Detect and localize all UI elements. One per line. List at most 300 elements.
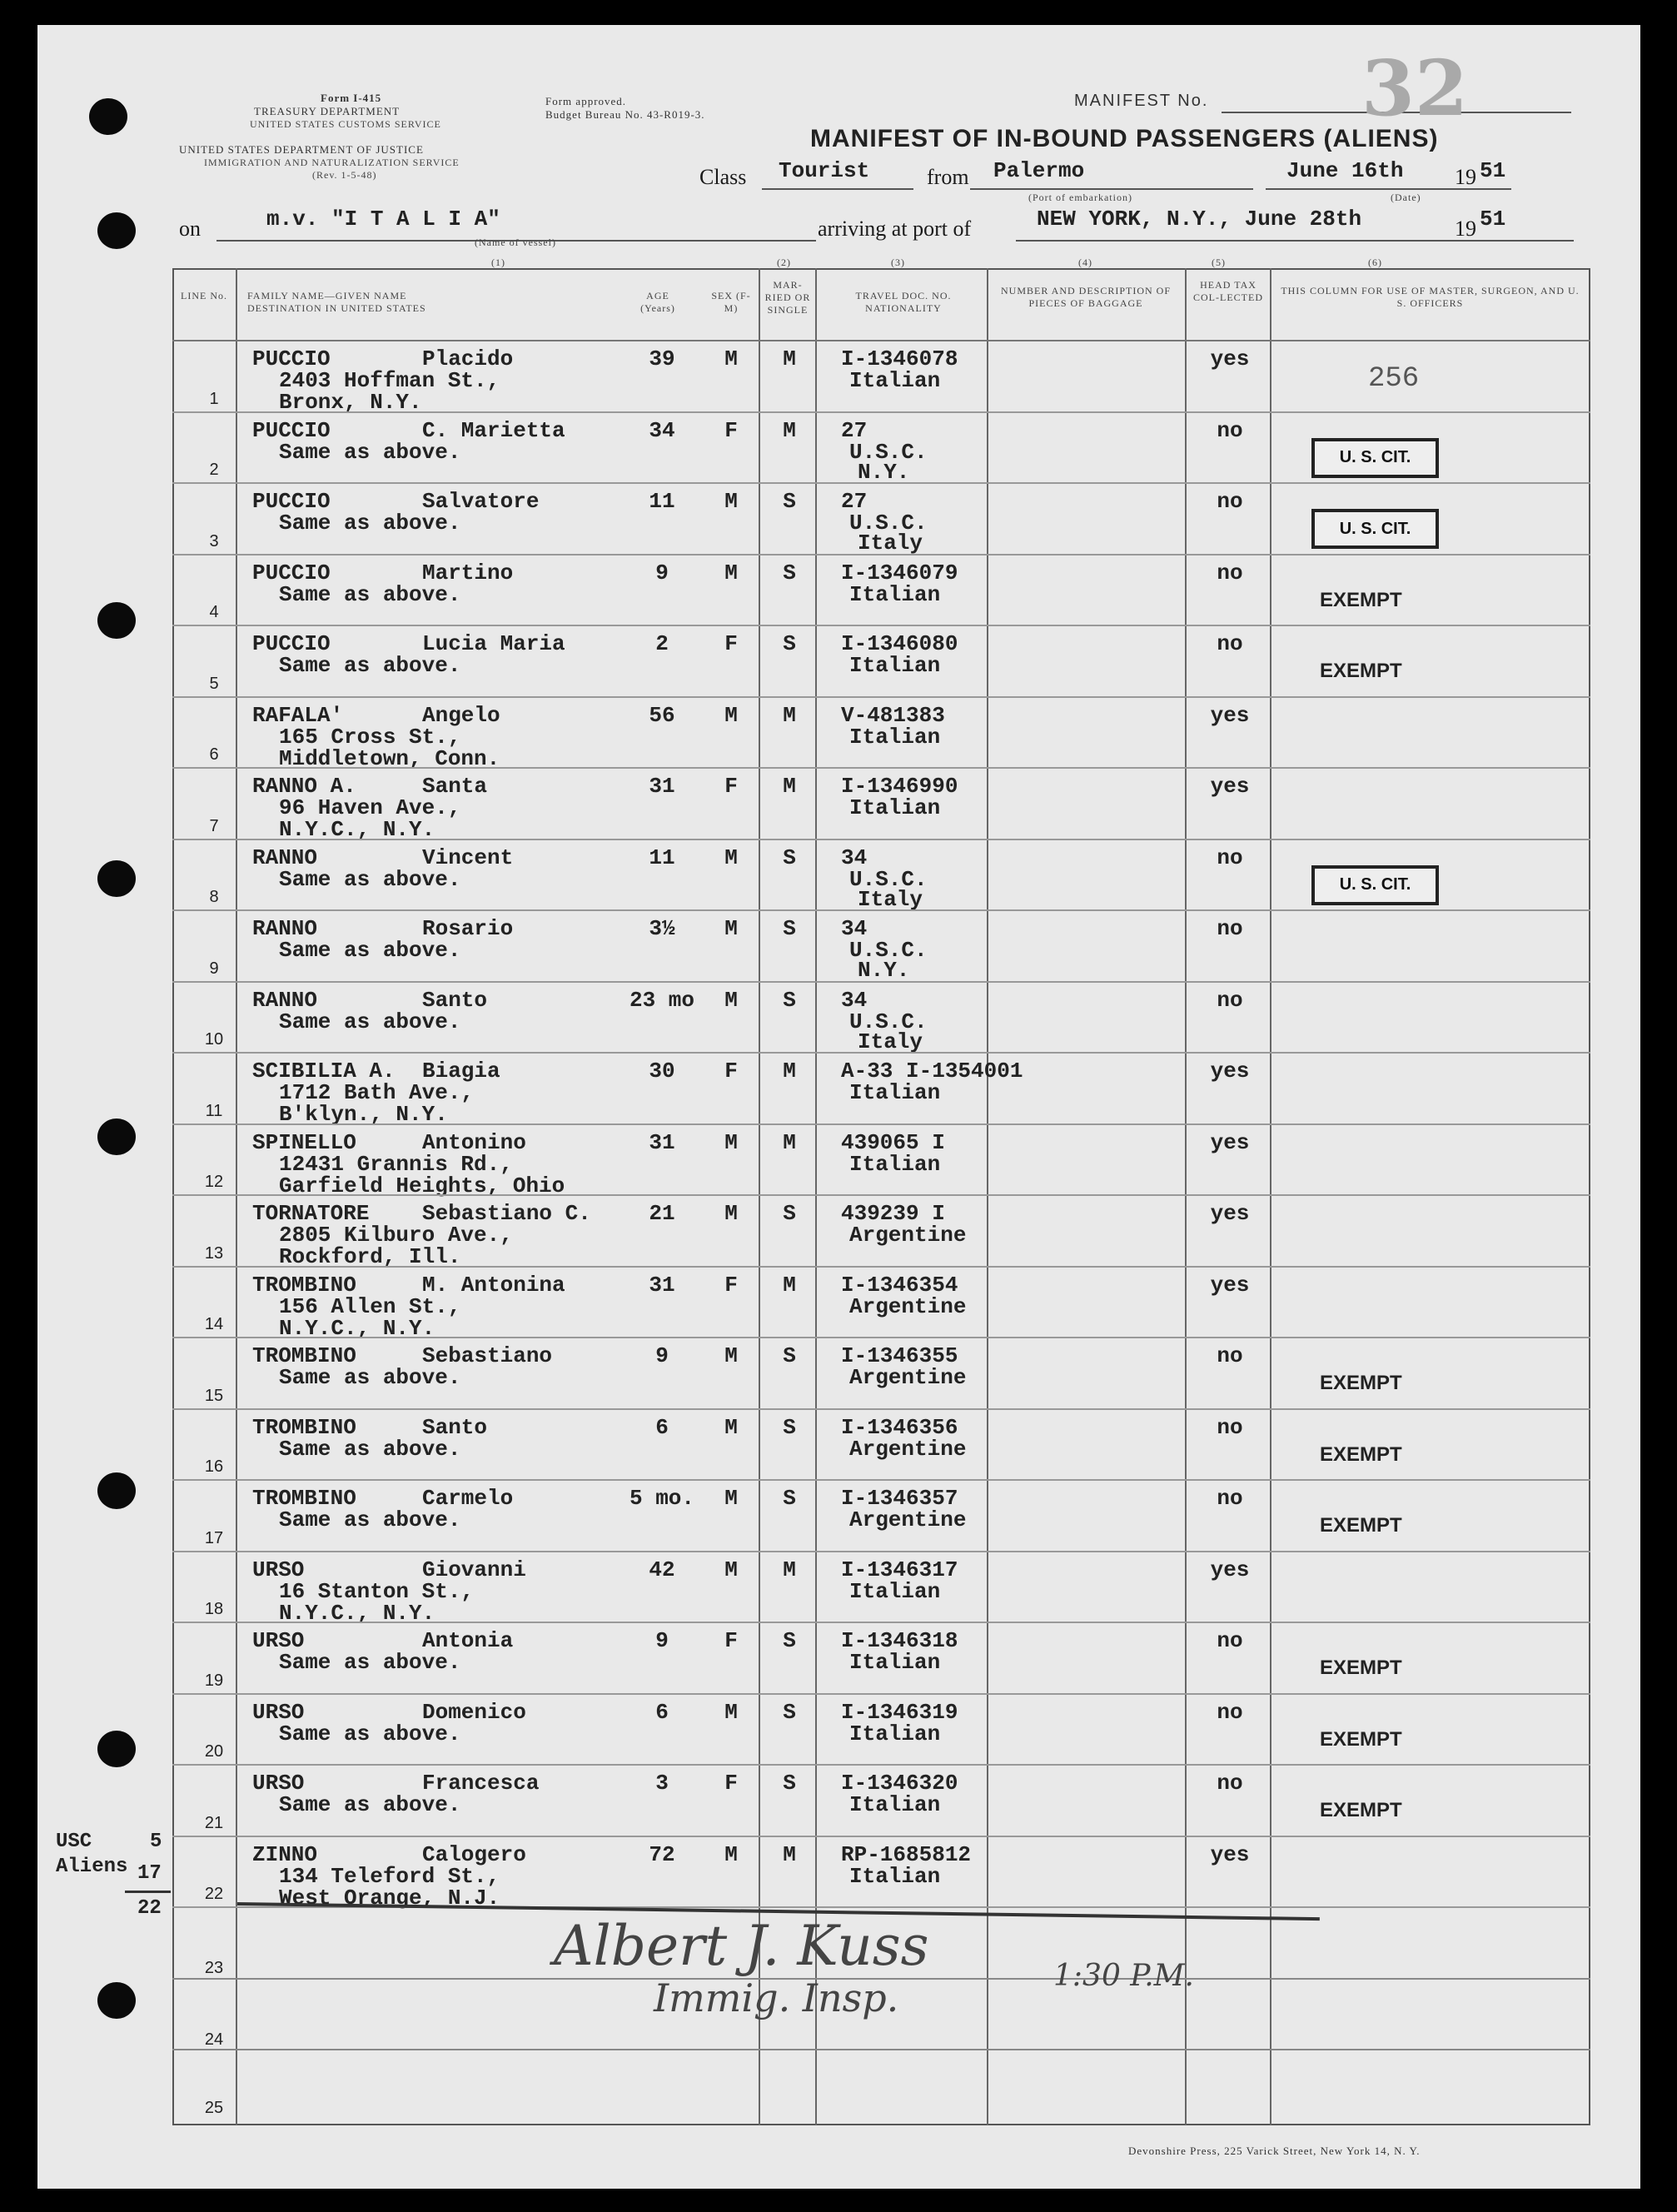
age: 30 [649,1059,675,1084]
vessel-name: m.v. "I T A L I A" [266,207,500,232]
destination-line-1: 1712 Bath Ave., [279,1080,475,1105]
table-row [37,626,1640,698]
given-name: Biagia [422,1059,500,1084]
punch-hole [97,1982,136,2019]
line-number: 12 [204,1173,224,1191]
given-name: Martino [422,560,514,585]
line-number: 22 [204,1885,224,1903]
age: 39 [649,346,675,371]
given-name: Lucia Maria [422,631,565,656]
head-tax: no [1217,1699,1243,1725]
destination-line-1: 96 Haven Ave., [279,795,461,820]
family-name: TROMBINO [252,1414,356,1440]
line-number: 13 [204,1243,224,1263]
head-tax: no [1217,1414,1243,1440]
family-name: PUCCIO [252,489,331,514]
sex: M [724,489,738,514]
marital-status: S [783,1771,796,1796]
age: 56 [649,702,675,728]
destination-line-1: 16 Stanton St., [279,1578,475,1604]
marital-status: S [783,1414,796,1440]
marital-status: M [783,702,796,728]
given-name: Salvatore [422,489,540,514]
table-row [37,413,1640,485]
given-name: Antonia [422,1628,514,1653]
col-header-line: LINE No. [181,290,227,301]
nationality: Italian [849,1863,941,1889]
travel-doc: RP-1685812 [841,1841,972,1867]
destination-line-1: 2805 Kilburo Ave., [279,1223,513,1248]
nationality: Italian [849,1080,941,1105]
given-name: Santo [422,1414,488,1440]
destination-line-2: Bronx, N.Y. [279,390,422,415]
usc-count: 5 [150,1831,162,1853]
family-name: PUCCIO [252,560,331,585]
given-name: Antonino [422,1129,526,1155]
sex: M [724,1129,738,1155]
line-number: 20 [204,1742,224,1761]
table-row [37,1481,1640,1552]
age: 42 [649,1557,675,1582]
age: 2 [655,631,669,656]
age: 21 [649,1201,675,1226]
column-number-4: (4) [1078,257,1092,268]
table-row [37,1054,1640,1125]
sex: F [724,1059,738,1084]
on-label: on [179,217,201,241]
age: 9 [655,560,669,585]
sex: M [724,1841,738,1867]
marital-status: M [783,1557,796,1582]
marital-status: S [783,1343,796,1368]
given-name: Angelo [422,702,500,728]
head-tax: no [1217,916,1243,941]
given-name: Santo [422,987,488,1013]
travel-doc: 34 [841,916,868,941]
table-row [37,1766,1640,1837]
destination-line-2: West Orange, N.J. [279,1885,500,1911]
line-number: 11 [205,1101,223,1120]
marital-status: S [783,844,796,870]
treasury-department: TREASURY DEPARTMENT [254,105,401,117]
sex: F [724,631,738,656]
sex: F [724,1771,738,1796]
manifest-title: MANIFEST OF IN-BOUND PASSENGERS (ALIENS) [810,125,1439,152]
marital-status: S [783,631,796,656]
marital-status: S [783,1628,796,1653]
manifest-no-value: 32 [1361,43,1469,133]
table-row [37,555,1640,627]
form-number: Form I-415 [321,92,382,104]
destination-line-2: B'klyn., N.Y. [279,1102,448,1127]
citizen-stamp: U. S. CIT. [1311,865,1439,905]
travel-doc: 27 [841,417,868,443]
marital-status: S [783,560,796,585]
citizen-stamp: U. S. CIT. [1311,509,1439,549]
nationality: U.S.C. [849,439,928,465]
department-of-justice: UNITED STATES DEPARTMENT OF JUSTICE [179,143,424,156]
punch-hole [89,98,127,135]
marital-status: S [783,916,796,941]
date-year-prefix: 19 [1455,165,1476,189]
table-row [37,1623,1640,1695]
age: 34 [649,417,675,443]
marital-status: S [783,1699,796,1725]
line-number: 15 [204,1386,224,1405]
marital-status: M [783,774,796,799]
family-name: URSO [252,1628,305,1653]
given-name: Calogero [422,1841,526,1867]
travel-doc: 34 [841,987,868,1013]
nationality: U.S.C. [849,1009,928,1034]
destination-line-2: Rockford, Ill. [279,1244,461,1269]
travel-doc: I-1346357 [841,1486,958,1511]
table-row [37,341,1640,413]
budget-bureau: Budget Bureau No. 43-R019-3. [545,108,705,121]
customs-service: UNITED STATES CUSTOMS SERVICE [250,118,441,130]
age: 11 [649,489,675,514]
sex: M [724,1486,738,1511]
age: 9 [655,1628,669,1653]
sex: F [724,1272,738,1298]
destination-line-1: Same as above. [279,1365,461,1390]
sex: M [724,1201,738,1226]
immigration-service: IMMIGRATION AND NATURALIZATION SERVICE [204,157,460,168]
destination-line-1: Same as above. [279,439,461,465]
destination-line-2: N.Y.C., N.Y. [279,1600,435,1626]
destination-line-1: Same as above. [279,653,461,678]
table-row [37,911,1640,983]
age: 72 [649,1841,675,1867]
exempt-stamp: EXEMPT [1320,1372,1402,1394]
line-number: 5 [209,674,219,693]
nationality: Italian [849,724,941,750]
table-row [37,1410,1640,1482]
marital-status: M [783,1059,796,1084]
family-name: TORNATORE [252,1201,370,1226]
sex: M [724,560,738,585]
age: 3 [655,1771,669,1796]
nationality: Argentine [849,1365,967,1390]
nationality: Italian [849,1578,941,1604]
travel-doc: 34 [841,844,868,870]
travel-doc-line-3: N.Y. [858,459,910,485]
travel-doc: I-1346317 [841,1557,958,1582]
table-row [37,1338,1640,1410]
family-name: RANNO [252,916,318,941]
table-row [37,1837,1640,1909]
line-number: 3 [209,531,219,551]
sex: F [724,417,738,443]
arrival-year: 51 [1480,207,1506,232]
nationality: Italian [849,1792,941,1817]
departure-year: 51 [1480,158,1506,183]
travel-doc: I-1346078 [841,346,958,371]
marital-status: M [783,417,796,443]
line-number: 8 [209,888,219,906]
age: 31 [649,1129,675,1155]
arriving-label: arriving at port of [818,217,972,241]
head-tax: yes [1210,1129,1250,1155]
travel-doc-line-3: Italy [858,531,923,555]
destination-line-1: 165 Cross St., [279,724,461,750]
arrival-line [1016,240,1574,242]
head-tax: yes [1210,1201,1250,1226]
given-name: C. Marietta [422,417,565,443]
nationality: Italian [849,1650,941,1675]
marital-status: S [783,1201,796,1226]
nationality: Italian [849,581,941,607]
date-caption: (Date) [1391,192,1421,203]
vessel-caption: (Name of vessel) [475,237,556,248]
table-row [37,983,1640,1054]
given-name: Santa [422,774,488,799]
table-row [37,1695,1640,1766]
travel-doc: I-1346080 [841,631,958,656]
family-name: URSO [252,1557,305,1582]
col-header-age: AGE (Years) [640,290,675,314]
sex: M [724,987,738,1013]
citizen-stamp: U. S. CIT. [1311,438,1439,478]
departure-date: June 16th [1286,158,1404,183]
class-value: Tourist [779,158,870,183]
head-tax: yes [1210,1272,1250,1298]
from-value: Palermo [993,158,1085,183]
sex: M [724,844,738,870]
exempt-stamp: EXEMPT [1320,1442,1402,1466]
travel-doc: I-1346318 [841,1628,958,1653]
destination-line-1: Same as above. [279,866,461,892]
line-number: 10 [204,1030,224,1049]
marital-status: M [783,1841,796,1867]
line-number: 14 [204,1315,224,1333]
destination-line-1: 2403 Hoffman St., [279,368,500,393]
table-row [37,840,1640,912]
travel-doc-line-3: Italy [858,1029,923,1054]
given-name: M. Antonina [422,1272,565,1298]
head-tax: no [1217,987,1243,1013]
travel-doc: I-1346354 [841,1272,958,1298]
head-tax: no [1217,1343,1243,1368]
age: 6 [655,1414,669,1440]
destination-line-1: Same as above. [279,1721,461,1746]
nationality: Argentine [849,1293,967,1319]
family-name: SCIBILIA A. [252,1059,396,1084]
line-number: 16 [204,1457,224,1476]
destination-line-1: Same as above. [279,581,461,607]
family-name: TROMBINO [252,1272,356,1298]
manifest-sheet [37,25,1640,2189]
travel-doc: I-1346079 [841,560,958,585]
col-header-baggage: NUMBER AND DESCRIPTION OF PIECES OF BAGGAGE [1000,285,1172,309]
destination-line-1: 12431 Grannis Rd., [279,1151,513,1177]
age: 31 [649,774,675,799]
printer-footer: Devonshire Press, 225 Varick Street, New York 14, N. Y. [1128,2145,1421,2157]
nationality: U.S.C. [849,511,928,536]
col-header-travel: TRAVEL DOC. NO. NATIONALITY [855,290,952,314]
line-number: 18 [204,1600,224,1618]
head-tax: no [1217,489,1243,514]
nationality: Italian [849,795,941,820]
sex: F [724,1628,738,1653]
line-number: 21 [204,1813,224,1832]
head-tax: yes [1210,1059,1250,1084]
travel-doc: I-1346990 [841,774,958,799]
table-row [37,769,1640,840]
punch-hole [97,212,136,249]
nationality: Argentine [849,1436,967,1462]
age: 6 [655,1699,669,1725]
exempt-stamp: EXEMPT [1320,660,1402,682]
travel-doc: A-33 I-1354001 [841,1059,1023,1084]
nationality: U.S.C. [849,866,928,892]
exempt-stamp: EXEMPT [1320,1514,1402,1537]
sex: M [724,1557,738,1582]
family-name: RAFALA' [252,702,344,728]
col-header-tax: HEAD TAX COL-LECTED [1193,279,1263,303]
arrival-year-prefix: 19 [1455,217,1476,241]
marital-status: S [783,987,796,1013]
age: 23 mo [629,987,694,1013]
arrival-port-date: NEW YORK, N.Y., June 28th [1037,207,1362,232]
class-line [762,188,913,190]
head-tax: yes [1210,1841,1250,1867]
sex: F [724,774,738,799]
inspector-title: Immig. Insp. [654,1975,899,2020]
destination-line-1: Same as above. [279,1436,461,1462]
aliens-count: 17 [137,1862,162,1885]
revision-date: (Rev. 1-5-48) [312,169,377,181]
column-number-5: (5) [1212,257,1226,268]
line-number: 19 [204,1671,224,1690]
manifest-no-label: MANIFEST No. [1074,92,1209,110]
head-tax: no [1217,1486,1243,1511]
line-number: 2 [209,461,219,479]
travel-doc: 439239 I [841,1201,945,1226]
destination-line-1: Same as above. [279,1792,461,1817]
age: 31 [649,1272,675,1298]
destination-line-1: Same as above. [279,938,461,963]
col-header-name: FAMILY NAME—GIVEN NAME DESTINATION IN UNITED STATES [247,290,426,314]
family-name: PUCCIO [252,346,331,371]
destination-line-2: Garfield Heights, Ohio [279,1173,565,1198]
family-name: TROMBINO [252,1343,356,1368]
column-number-1: (1) [491,257,505,268]
travel-doc: I-1346319 [841,1699,958,1725]
given-name: Placido [422,346,514,371]
column-number-2: (2) [777,257,791,268]
travel-doc-line-3: Italy [858,886,923,912]
head-tax: yes [1210,346,1250,371]
travel-doc: 27 [841,489,868,514]
marital-status: M [783,1129,796,1155]
exempt-stamp: EXEMPT [1320,1727,1402,1751]
head-tax: yes [1210,1557,1250,1582]
head-tax: no [1217,1771,1243,1796]
line-number: 23 [204,1959,224,1977]
travel-doc: V-481383 [841,702,945,728]
family-name: RANNO A. [252,774,356,799]
destination-line-1: 134 Teleford St., [279,1863,500,1889]
marital-status: M [783,346,796,371]
marital-status: S [783,1486,796,1511]
given-name: Sebastiano [422,1343,553,1368]
travel-doc-line-3: N.Y. [858,958,910,983]
inspector-signature: Albert J. Kuss [554,1914,929,1978]
age: 3½ [649,916,675,941]
family-name: TROMBINO [252,1486,356,1511]
col-header-sex: SEX (F-M) [711,290,751,314]
marital-status: S [783,489,796,514]
port-embarkation-caption: (Port of embarkation) [1028,192,1132,203]
nationality: Italian [849,653,941,678]
nationality: Italian [849,1151,941,1177]
head-tax: no [1217,417,1243,443]
marital-status: M [783,1272,796,1298]
sex: M [724,916,738,941]
line-number: 7 [209,816,219,835]
col-header-officers: THIS COLUMN FOR USE OF MASTER, SURGEON, AND U. S. OFFICERS [1281,285,1580,309]
destination-line-1: Same as above. [279,1507,461,1532]
destination-line-1: Same as above. [279,1650,461,1675]
column-number-6: (6) [1368,257,1382,268]
summary-rule [125,1891,171,1893]
line-number: 6 [209,745,219,764]
sex: M [724,1343,738,1368]
given-name: Giovanni [422,1557,526,1582]
head-tax: yes [1210,702,1250,728]
family-name: SPINELLO [252,1129,356,1155]
given-name: Carmelo [422,1486,514,1511]
given-name: Francesca [422,1771,540,1796]
exempt-stamp: EXEMPT [1320,1799,1402,1821]
sex: M [724,346,738,371]
family-name: RANNO [252,987,318,1013]
destination-line-1: Same as above. [279,511,461,536]
travel-doc: I-1346320 [841,1771,958,1796]
travel-doc: I-1346355 [841,1343,958,1368]
class-label: Class [699,165,747,189]
family-name: PUCCIO [252,417,331,443]
family-name: PUCCIO [252,631,331,656]
usc-label: USC [56,1831,92,1853]
sex: M [724,702,738,728]
exempt-stamp: EXEMPT [1320,1657,1402,1679]
total-count: 22 [137,1897,162,1920]
from-label: from [927,165,969,189]
table-row [37,1552,1640,1624]
line-number: 25 [204,2099,224,2117]
destination-line-1: 156 Allen St., [279,1293,461,1319]
family-name: URSO [252,1699,305,1725]
officer-note: 256 [1368,363,1420,395]
family-name: ZINNO [252,1841,318,1867]
table-row [37,484,1640,555]
sex: M [724,1414,738,1440]
inspection-time: 1:30 P.M. [1053,1959,1194,1993]
form-approved: Form approved. [545,95,627,107]
age: 11 [649,844,675,870]
head-tax: no [1217,631,1243,656]
family-name: URSO [252,1771,305,1796]
given-name: Rosario [422,916,514,941]
travel-doc: I-1346356 [841,1414,958,1440]
destination-line-2: Middletown, Conn. [279,745,500,771]
from-line [970,188,1253,190]
nationality: Argentine [849,1223,967,1248]
head-tax: yes [1210,774,1250,799]
head-tax: no [1217,1628,1243,1653]
